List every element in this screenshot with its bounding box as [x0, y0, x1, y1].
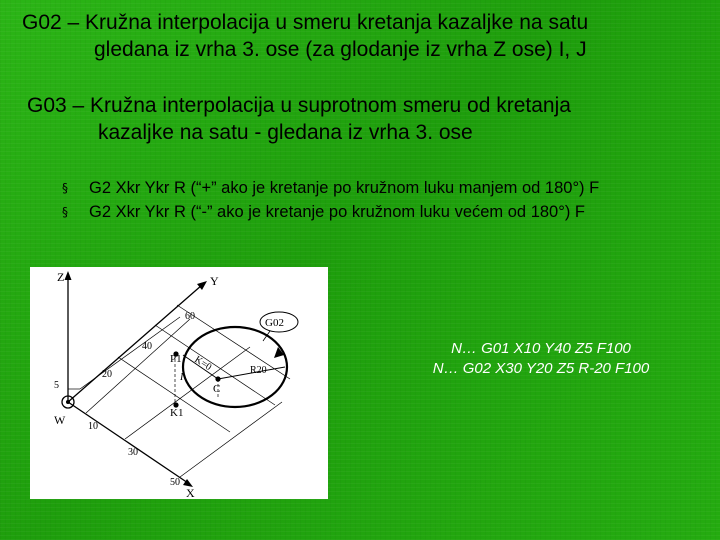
c-label: C — [213, 383, 221, 395]
g02-heading — [22, 9, 712, 63]
nc-code-line-1: N… G01 X10 Y40 Z5 F100 — [451, 340, 631, 357]
z-offset-line — [80, 317, 180, 389]
k0-label: K=0 — [192, 354, 214, 374]
z-tick-label: 5 — [54, 380, 59, 391]
y-axis-label: Y — [210, 274, 219, 288]
syntax-list — [62, 178, 712, 226]
z-axis-arrow — [65, 271, 72, 280]
w-label: W — [54, 413, 66, 427]
i-label: I — [180, 372, 184, 383]
grid-line — [86, 319, 190, 413]
g03-heading-line1: G03 – Kružna interpolacija u suprotnom smeru od kretanja — [27, 94, 571, 117]
g02-heading-line2: gledana iz vrha 3. ose (za glodanje iz vrha Z ose) I, J — [94, 38, 587, 61]
nc-code-example — [396, 339, 686, 379]
x-tick-10: 10 — [88, 421, 98, 432]
y-axis-line — [68, 285, 202, 402]
bullet-icon: § — [62, 205, 68, 219]
g03-heading-line2: kazaljke na satu - gledana iz vrha 3. ose — [98, 121, 473, 144]
circular-interpolation-diagram — [30, 267, 328, 499]
z-axis-label: Z — [57, 270, 65, 284]
point-c — [215, 376, 220, 381]
y-tick-60: 60 — [185, 311, 195, 322]
g02-heading-line1: G02 – Kružna interpolacija u smeru kretanja kazaljke na satu — [22, 11, 589, 34]
y-tick-40: 40 — [142, 341, 152, 352]
y-tick-20: 20 — [102, 369, 112, 380]
x-tick-50: 50 — [170, 477, 180, 488]
syntax-text: G2 Xkr Ykr R (“-” ako je kretanje po kružnom luku većem od 180°) F — [89, 203, 585, 221]
g02-label: G02 — [265, 317, 284, 329]
g03-heading — [27, 92, 707, 146]
k1-label: K1 — [170, 407, 184, 419]
r20-label: R20 — [250, 365, 267, 376]
grid-line — [180, 402, 282, 477]
bullet-icon: § — [62, 181, 68, 195]
x-tick-30: 30 — [128, 447, 138, 458]
origin-w-center — [66, 400, 70, 404]
syntax-item-major-arc — [62, 202, 712, 223]
syntax-item-minor-arc — [62, 178, 712, 199]
syntax-text: G2 Xkr Ykr R (“+” ako je kretanje po kružnom luku manjem od 180°) F — [89, 179, 600, 197]
x-axis-label: X — [186, 486, 195, 499]
nc-code-line-2: N… G02 X30 Y20 Z5 R-20 F100 — [432, 360, 650, 377]
p1-label: P1 — [170, 353, 182, 365]
